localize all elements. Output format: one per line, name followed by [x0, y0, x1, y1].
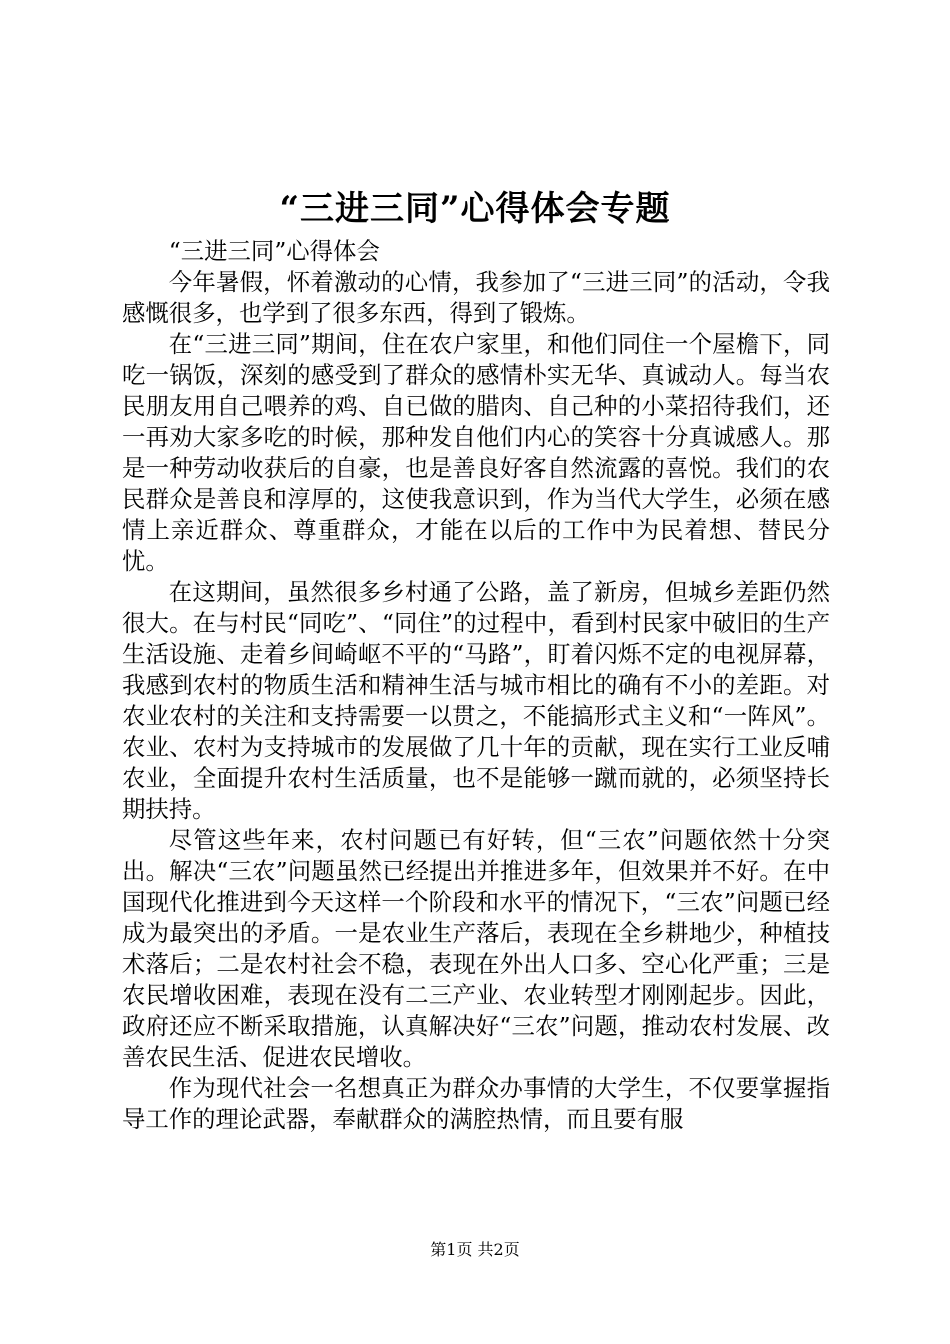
document-title: “三进三同”心得体会专题: [279, 189, 671, 229]
paragraph-subtitle: “三进三同”心得体会: [168, 237, 380, 265]
paragraph: 今年暑假，怀着激动的心情，我参加了“三进三同”的活动，令我感慨很多，也学到了很多东西，得到了锻炼。: [122, 268, 830, 327]
paragraph: 在“三进三同”期间，住在农户家里，和他们同住一个屋檐下，同吃一锅饭，深刻的感受到了群众的感情朴实无华、真诚动人。每当农民朋友用自己喂养的鸡、自已做的腊肉、自己种的小菜招待我们，还一再劝大家多吃的时候，那种发自他们内心的笑容十分真诚感人。那是一种劳动收获后的自豪，也是善良好客自然流露的喜悦。我们的农民群众是善良和淳厚的，这使我意识到，作为当代大学生，必须在感情上亲近群众、尊重群众，才能在以后的工作中为民着想、替民分忧。: [122, 330, 830, 575]
paragraph: 在这期间，虽然很多乡村通了公路，盖了新房，但城乡差距仍然很大。在与村民“同吃”、“同住”的过程中，看到村民家中破旧的生产生活设施、走着乡间崎岖不平的“马路”，盯着闪烁不定的电视屏幕，我感到农村的物质生活和精神生活与城市相比的确有不小的差距。对农业农村的关注和支持需要一以贯之，不能搞形式主义和“一阵风”。农业、农村为支持城市的发展做了几十年的贡献，现在实行工业反哺农业，全面提升农村生活质量，也不是能够一蹴而就的，必须坚持长期扶持。: [122, 578, 830, 823]
document-body: [122, 236, 830, 1135]
paragraph: 尽管这些年来，农村问题已有好转，但“三农”问题依然十分突出。解决“三农”问题虽然已经提出并推进多年，但效果并不好。在中国现代化推进到今天这样一个阶段和水平的情况下，“三农”问题已经成为最突出的矛盾。一是农业生产落后，表现在全乡耕地少，种植技术落后；二是农村社会不稳，表现在外出人口多、空心化严重；三是农民增收困难，表现在没有二三产业、农业转型才刚刚起步。因此，政府还应不断采取措施，认真解决好“三农”问题，推动农村发展、改善农民生活、促进农民增收。: [122, 826, 830, 1071]
paragraph: 作为现代社会一名想真正为群众办事情的大学生，不仅要掌握指导工作的理论武器，奉献群众的满腔热情，而且要有服: [122, 1074, 830, 1133]
page-number-footer: 第1页 共2页: [430, 1240, 520, 1259]
